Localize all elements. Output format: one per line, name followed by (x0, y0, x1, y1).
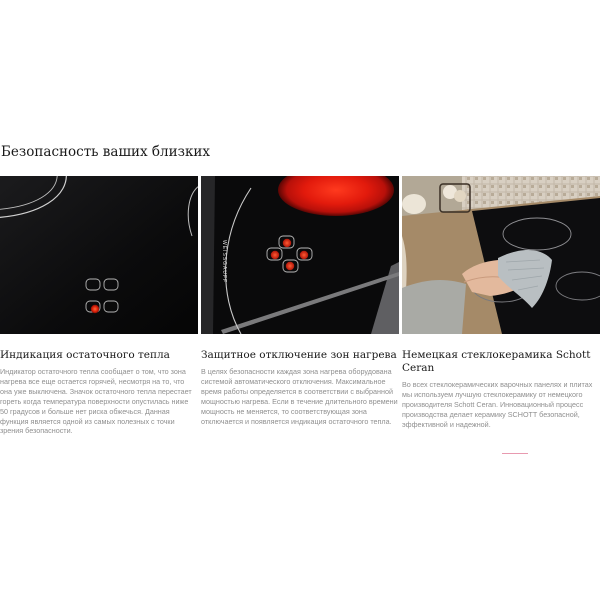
feature-card-schott-ceran (402, 176, 600, 430)
brand-label: WEISSGAUFF (221, 240, 227, 284)
cooktop-glowing-zone-image (201, 176, 399, 334)
feature-card-auto-shutoff (201, 176, 399, 426)
card-description: Индикатор остаточного тепла сообщает о том, что зона нагрева все еще остается горячей, несмотря на то, что она уже выключена. Значок остаточного тепла перестает гореть когда температура поверхности опустилась ниже 50 градусов и больше нет риска обжечься. Данная функция является одной из самых полезных с точки зрения безопасности. (0, 367, 192, 436)
card-title: Немецкая стеклокерамика Schott Ceran (402, 349, 591, 374)
card-description: В целях безопасности каждая зона нагрева оборудована системой автоматического отключения. Максимальное время работы определяется в соответствии с выбранной мощностью нагрева. Если в течение длительного времени мощность не меняется, то соответствующая зона отключается и появляется индикация остаточного тепла. (201, 367, 398, 426)
card-title: Защитное отключение зон нагрева (201, 349, 397, 361)
card-description: Во всех стеклокерамических варочных панелях и плитах мы используем лучшую стеклокерамику от немецкого производителя Schott Ceran. Инновационный процесс производства делает керамику SCHOTT безопасной, эффективной и надежной. (402, 380, 593, 429)
card-title: Индикация остаточного тепла (0, 349, 170, 361)
section-title: Безопасность ваших близких (1, 144, 211, 160)
feature-card-residual-heat (0, 176, 198, 436)
accent-divider (502, 453, 528, 454)
cooktop-residual-heat-image (0, 176, 198, 334)
hand-wiping-cooktop-image (402, 176, 600, 334)
